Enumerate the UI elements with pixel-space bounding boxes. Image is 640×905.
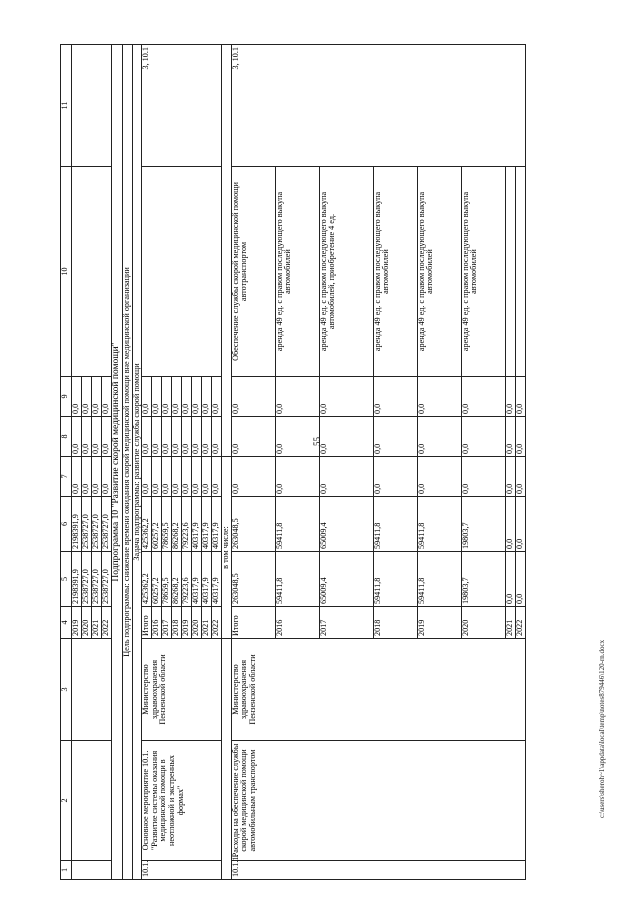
value-cell: 0,0 — [505, 457, 515, 497]
value-cell: 0,0 — [152, 457, 162, 497]
value-cell: 0,0 — [373, 417, 417, 457]
value-cell: 0,0 — [212, 377, 222, 417]
value-cell: 0,0 — [182, 457, 192, 497]
page-number: 55 — [312, 437, 322, 446]
value-cell: 2538727,0 — [82, 497, 92, 552]
value-cell: 79223,6 — [182, 552, 192, 607]
result-description: аренда 49 ед. с правом последующего выкупа автомобилей — [373, 167, 417, 377]
value-cell: 40317,9 — [212, 552, 222, 607]
value-cell: 425362,2 — [142, 552, 152, 607]
table-row — [231, 45, 275, 880]
value-cell: 0,0 — [202, 417, 212, 457]
value-cell: 0,0 — [182, 417, 192, 457]
value-cell: 0,0 — [461, 377, 505, 417]
value-cell: 0,0 — [182, 377, 192, 417]
value-cell: 0,0 — [72, 377, 82, 417]
value-cell: 59411,8 — [275, 552, 319, 607]
value-cell: 0,0 — [275, 417, 319, 457]
value-cell: 0,0 — [212, 417, 222, 457]
value-cell: 0,0 — [231, 457, 275, 497]
year-cell: 2016 — [152, 607, 162, 639]
result-description: Обеспечение службы скорой медицинской помощи автотранспортом — [231, 167, 275, 377]
header-cell: 5 — [61, 552, 72, 607]
value-cell: 65009,4 — [319, 552, 373, 607]
value-cell: 86268,2 — [172, 497, 182, 552]
value-cell: 0,0 — [82, 377, 92, 417]
header-cell: 6 — [61, 497, 72, 552]
result-description: аренда 49 ед. с правом последующего выкупа автомобилей — [275, 167, 319, 377]
header-cell: 3 — [61, 639, 72, 741]
year-cell: Итого — [142, 607, 152, 639]
value-cell: 60257,2 — [152, 497, 162, 552]
item-number: 10.1.1. — [231, 861, 525, 880]
year-cell: 2020 — [461, 607, 505, 639]
value-cell: 0,0 — [142, 417, 152, 457]
value-cell: 425362,2 — [142, 497, 152, 552]
value-cell: 0,0 — [461, 417, 505, 457]
value-cell: 0,0 — [72, 417, 82, 457]
table-row — [142, 45, 152, 880]
rotated-table-frame — [60, 45, 585, 880]
including-row — [222, 45, 232, 880]
value-cell: 0,0 — [417, 377, 461, 417]
value-cell: 59411,8 — [373, 552, 417, 607]
value-cell: 2198391,9 — [72, 497, 82, 552]
value-cell: 0,0 — [92, 457, 102, 497]
value-cell: 65009,4 — [319, 497, 373, 552]
value-cell: 0,0 — [162, 417, 172, 457]
header-cell: 1 — [61, 861, 72, 880]
value-cell: 0,0 — [515, 497, 525, 552]
year-cell: 2019 — [417, 607, 461, 639]
value-cell: 0,0 — [231, 377, 275, 417]
year-cell: 2022 — [515, 607, 525, 639]
value-cell: 2198391,9 — [72, 552, 82, 607]
value-cell: 0,0 — [192, 417, 202, 457]
subprogram-goal: Цель подпрограммы: снижение времени ожидания скорой медицинской помощи вне медицинской организации — [122, 45, 132, 880]
header-cell: 10 — [61, 167, 72, 377]
item-executor: Министерство здравоохранения Пензенской области — [231, 639, 525, 741]
year-cell: 2017 — [162, 607, 172, 639]
value-cell: 0,0 — [172, 457, 182, 497]
table-row — [72, 45, 82, 880]
value-cell: 0,0 — [152, 417, 162, 457]
value-cell: 2538727,0 — [92, 552, 102, 607]
value-cell: 0,0 — [72, 457, 82, 497]
value-cell: 0,0 — [319, 457, 373, 497]
year-cell: 2021 — [505, 607, 515, 639]
value-cell: 79223,6 — [182, 497, 192, 552]
item-number: 10.1. — [142, 861, 222, 880]
value-cell: 0,0 — [515, 417, 525, 457]
value-cell: 0,0 — [515, 377, 525, 417]
value-cell: 0,0 — [192, 457, 202, 497]
value-cell: 0,0 — [102, 457, 112, 497]
value-cell: 0,0 — [82, 417, 92, 457]
value-cell: 0,0 — [461, 457, 505, 497]
header-cell: 9 — [61, 377, 72, 417]
year-cell: 2017 — [319, 607, 373, 639]
value-cell: 0,0 — [275, 457, 319, 497]
subprogram-title: Подпрограмма 10 "Развитие скорой медицинской помощи" — [112, 45, 123, 880]
year-cell: 2018 — [172, 607, 182, 639]
including-label: в том числе: — [222, 457, 232, 639]
header-cell: 11 — [61, 45, 72, 167]
year-cell: Итого — [231, 607, 275, 639]
value-cell: 0,0 — [319, 417, 373, 457]
value-cell: 0,0 — [192, 377, 202, 417]
value-cell: 0,0 — [202, 457, 212, 497]
year-cell: 2020 — [192, 607, 202, 639]
value-cell: 40317,9 — [192, 552, 202, 607]
subprogram-title-row — [112, 45, 123, 880]
value-cell: 19803,7 — [461, 552, 505, 607]
value-cell: 0,0 — [102, 417, 112, 457]
result-description: аренда 49 ед. с правом последующего выкупа автомобилей, приобретение 4 ед. — [319, 167, 373, 377]
item-note: 3, 10.1 — [142, 45, 222, 167]
value-cell: 0,0 — [319, 377, 373, 417]
header-row — [61, 45, 72, 880]
value-cell: 0,0 — [172, 417, 182, 457]
value-cell: 40317,9 — [212, 497, 222, 552]
value-cell: 60257,2 — [152, 552, 162, 607]
value-cell: 0,0 — [417, 417, 461, 457]
value-cell: 59411,8 — [275, 497, 319, 552]
header-cell: 4 — [61, 607, 72, 639]
value-cell: 0,0 — [92, 377, 102, 417]
year-cell: 2020 — [82, 607, 92, 639]
value-cell: 40317,9 — [202, 552, 212, 607]
value-cell: 0,0 — [231, 417, 275, 457]
value-cell: 0,0 — [102, 377, 112, 417]
value-cell: 0,0 — [505, 552, 515, 607]
value-cell: 0,0 — [505, 377, 515, 417]
year-cell: 2022 — [102, 607, 112, 639]
value-cell: 0,0 — [162, 377, 172, 417]
value-cell: 0,0 — [172, 377, 182, 417]
result-description: аренда 49 ед. с правом последующего выкупа автомобилей — [417, 167, 461, 377]
value-cell: 0,0 — [202, 377, 212, 417]
value-cell: 0,0 — [142, 457, 152, 497]
value-cell: 0,0 — [505, 417, 515, 457]
value-cell: 0,0 — [212, 457, 222, 497]
header-cell: 2 — [61, 741, 72, 861]
year-cell: 2019 — [72, 607, 82, 639]
item-name: Основное мероприятие 10.1. "Развитие системы оказания медицинской помощи в неотложной и экстренных формах" — [142, 741, 222, 861]
value-cell: 2538727,0 — [82, 552, 92, 607]
subprogram-goal-row — [122, 45, 132, 880]
value-cell: 78659,5 — [162, 497, 172, 552]
value-cell: 19803,7 — [461, 497, 505, 552]
header-cell: 8 — [61, 417, 72, 457]
value-cell: 263048,5 — [231, 552, 275, 607]
value-cell: 0,0 — [142, 377, 152, 417]
result-description: аренда 49 ед. с правом последующего выкупа автомобилей — [461, 167, 505, 377]
value-cell: 86268,2 — [172, 552, 182, 607]
value-cell: 78659,5 — [162, 552, 172, 607]
value-cell: 0,0 — [373, 457, 417, 497]
value-cell: 0,0 — [417, 457, 461, 497]
year-cell: 2018 — [373, 607, 417, 639]
item-note: 3, 10.1 — [231, 45, 525, 167]
value-cell: 0,0 — [162, 457, 172, 497]
value-cell: 0,0 — [152, 377, 162, 417]
value-cell: 0,0 — [92, 417, 102, 457]
value-cell: 2538727,0 — [92, 497, 102, 552]
result-description — [515, 167, 525, 377]
value-cell: 59411,8 — [417, 552, 461, 607]
year-cell: 2019 — [182, 607, 192, 639]
year-cell: 2021 — [202, 607, 212, 639]
value-cell: 0,0 — [515, 552, 525, 607]
item-name: Расходы на обеспечение службы скорой медицинской помощи автомобильным транспортом — [231, 741, 525, 861]
value-cell: 0,0 — [515, 457, 525, 497]
year-cell: 2016 — [275, 607, 319, 639]
item-executor: Министерство здравоохранения Пензенской области — [142, 639, 222, 741]
value-cell: 59411,8 — [373, 497, 417, 552]
value-cell: 0,0 — [505, 497, 515, 552]
value-cell: 40317,9 — [192, 497, 202, 552]
program-finance-table — [60, 44, 526, 880]
subprogram-task: Задача подпрограммы: развитие службы скорой помощи — [132, 45, 142, 880]
year-cell: 2021 — [92, 607, 102, 639]
file-path-footer: c:\users\sheroh~1\appdata\local\temp\notes879446\120-rn.docx — [598, 639, 606, 818]
value-cell: 263048,5 — [231, 497, 275, 552]
value-cell: 0,0 — [373, 377, 417, 417]
year-cell: 2022 — [212, 607, 222, 639]
value-cell: 2538727,0 — [102, 552, 112, 607]
value-cell: 0,0 — [82, 457, 92, 497]
value-cell: 2538727,0 — [102, 497, 112, 552]
header-cell: 7 — [61, 457, 72, 497]
value-cell: 59411,8 — [417, 497, 461, 552]
value-cell: 0,0 — [275, 377, 319, 417]
result-description — [505, 167, 515, 377]
value-cell: 40317,9 — [202, 497, 212, 552]
